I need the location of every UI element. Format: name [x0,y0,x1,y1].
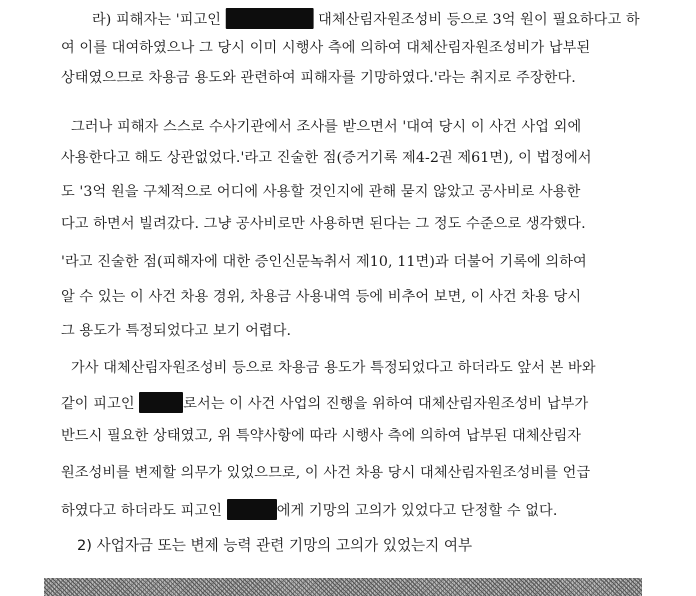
paragraph-line: 다고 하면서 빌려갔다. 그냥 공사비로만 사용하면 된다는 그 정도 수준으로 생각했다. [61,216,586,232]
paragraph-line: 상태였으므로 차용금 용도와 관련하여 피해자를 기망하였다.'라는 취지로 주장한다. [61,70,576,86]
paragraph-line: 라) 피해자는 '피고인 대체산림자원조성비 등으로 3억 원이 필요하다고 하 [92,8,640,30]
paragraph-line: 그러나 피해자 스스로 수사기관에서 조사를 받으면서 '대여 당시 이 사건 사업 외에 [71,119,582,135]
paragraph-line: 가사 대체산림자원조성비 등으로 차용금 용도가 특정되었다고 하더라도 앞서 본 바와 [71,360,596,376]
paragraph-line: 도 '3억 원을 구체적으로 어디에 사용할 것인지에 관해 묻지 않았고 공사비로 사용한 [61,184,581,200]
redaction-box [227,499,277,520]
paragraph-line: 사용한다고 해도 상관없었다.'라고 진술한 점(증거기록 제4-2권 제61면), 이 법정에서 [61,150,592,166]
paragraph-line: 반드시 필요한 상태였고, 위 특약사항에 따라 시행사 측에 의하여 납부된 대체산림자 [61,428,582,444]
paragraph-line: 하였다고 하더라도 피고인 에게 기망의 고의가 있었다고 단정할 수 없다. [61,499,557,521]
paragraph-line: 그 용도가 특정되었다고 보기 어렵다. [61,323,292,339]
paragraph-line: 여 이를 대여하였으나 그 당시 이미 시행사 측에 의하여 대체산림자원조성비가 납부된 [61,40,591,56]
paragraph-line: '라고 진술한 점(피해자에 대한 증인신문녹취서 제10, 11면)과 더불어 기록에 의하여 [61,254,587,270]
section-heading: 2) 사업자금 또는 변제 능력 관련 기망의 고의가 있었는지 여부 [77,537,473,554]
redaction-box [226,8,314,29]
paragraph-line: 알 수 있는 이 사건 차용 경위, 차용금 사용내역 등에 비추어 보면, 이 사건 차용 당시 [61,289,582,305]
scan-noise-band [44,578,642,596]
paragraph-line: 원조성비를 변제할 의무가 있었으므로, 이 사건 차용 당시 대체산림자원조성비를 언급 [61,465,591,481]
paragraph-line: 같이 피고인 로서는 이 사건 사업의 진행을 위하여 대체산림자원조성비 납부가 [61,392,588,414]
redaction-box [139,392,183,413]
